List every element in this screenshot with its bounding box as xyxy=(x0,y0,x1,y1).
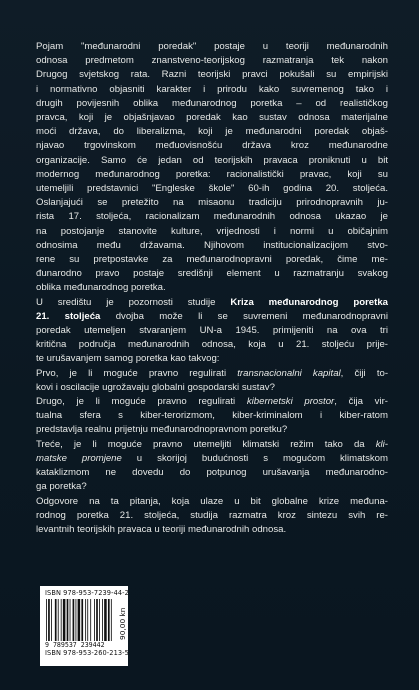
barcode-bar xyxy=(108,599,110,641)
text-line: kritična područja međunarodnih odnosa, koja u 21. stoljeću prije- xyxy=(36,339,388,351)
isbn-secondary: ISBN 978-953-260-213-5 xyxy=(45,649,129,657)
paragraph xyxy=(36,296,388,367)
paragraph xyxy=(36,438,388,495)
paragraph xyxy=(36,495,388,538)
barcode-bar xyxy=(78,599,81,641)
barcode-bar xyxy=(55,599,57,641)
barcode-bar xyxy=(67,599,69,641)
text-line: Drugog svjetskog rata. Razni teorijski pravci pokušali su empirijski xyxy=(36,69,388,81)
text-line: Pojam "međunarodni poredak" postaje u teoriji međunarodnih xyxy=(36,41,388,52)
text-line: pravca, koji je objašnjavao poredak kao sustav odnosa materijalne xyxy=(36,112,388,124)
text-line: rene su pretpostavke za međunarodnopravni poredak, čime me- xyxy=(36,254,388,266)
text-line: utemeljili predstavnici "Engleske škole" 60-ih godina 20. stoljeća. xyxy=(36,183,388,195)
isbn-primary: ISBN 978-953-7239-44-2 xyxy=(45,589,129,597)
text-line: kovi i oscilacije ugrožavaju globalni gospodarski sustav? xyxy=(36,381,275,393)
barcode-bar xyxy=(94,599,95,641)
text-line: rista 17. stoljeća, racionalizam međunarodnih odnosa ukazao je xyxy=(36,211,388,223)
text-line: U središtu je pozornosti studije Kriza međunarodnog poretka xyxy=(36,296,388,308)
barcode-bars xyxy=(45,599,123,641)
barcode-bar xyxy=(87,599,88,641)
text-line: tualna sfera s kiber-terorizmom, kiber-kriminalom i kiber-ratom xyxy=(36,410,388,422)
barcode-bar xyxy=(102,599,103,641)
barcode-bar xyxy=(61,599,62,641)
barcode-bar xyxy=(51,599,52,641)
barcode-bar xyxy=(63,599,66,641)
barcode-digits: 9 789537 239442 xyxy=(45,641,105,649)
blurb-text xyxy=(36,40,388,537)
text-line: Treće, je li moguće pravno utemeljiti klimatski režim tako da kli- xyxy=(36,438,388,450)
text-line: predstavlja realnu prijetnju međunarodnopravnom poretku? xyxy=(36,424,288,436)
paragraph xyxy=(36,367,388,395)
barcode-label xyxy=(40,586,128,666)
text-line: drugih povijesnih oblika međunarodnog poretka – od realističkog xyxy=(36,97,388,109)
text-line: organizacije. Samo će jedan od teorijskih pravaca proniknuti u bit xyxy=(36,154,388,166)
text-line: te urušavanjem samog poretka kao takvog: xyxy=(36,353,220,365)
text-line: oblika međunarodnog poretka. xyxy=(36,282,166,294)
barcode-bar xyxy=(90,599,91,641)
text-line: modernog međunarodnog poretka: racionalistički pravac, koji su xyxy=(36,168,388,180)
barcode-bar xyxy=(58,599,59,641)
text-line: odnosima među državama. Njihovom institucionalizacijom stvo- xyxy=(36,239,388,251)
text-line: levantnih teorijskih pravaca u teoriji međunarodnih odnosa. xyxy=(36,523,287,535)
text-line: Drugo, je li moguće pravno regulirati kibernetski prostor, čija vir- xyxy=(36,396,388,408)
paragraph xyxy=(36,395,388,438)
barcode-bar xyxy=(70,599,71,641)
barcode-bar xyxy=(73,599,75,641)
barcode-bar xyxy=(104,599,107,641)
barcode-bar xyxy=(99,599,100,641)
barcode-bar xyxy=(81,599,83,641)
text-line: moći država, do liberalizma, koji je međunarodni poredak objaš- xyxy=(36,126,388,138)
text-line: odnosa predmetom znanstveno-teorijskog razmatranja tek nakon xyxy=(36,55,388,67)
barcode-bar xyxy=(48,599,50,641)
text-line: Prvo, je li moguće pravno regulirati transnacionalni kapital, čiji to- xyxy=(36,367,389,379)
text-line: poredak utemeljen stvaranjem UN-a 1945. primijeniti na ova tri xyxy=(36,325,388,337)
text-line: na postojanje stanovite kulture, vrijednosti i normi u običajnim xyxy=(36,225,388,237)
text-line: Oslanjajući se pretežito na misaonu tradiciju prirodnopravnih ju- xyxy=(36,197,388,209)
barcode-bar xyxy=(111,599,112,641)
text-line: Odgovore na ta pitanja, koja ulaze u bit globalne krize međuna- xyxy=(36,495,388,507)
text-line: njavao trgovinskom međuovisnošću država kroz međunarodne xyxy=(36,140,388,152)
paragraph xyxy=(36,40,388,296)
price-label: 90,00 kn xyxy=(118,607,127,640)
barcode-bar xyxy=(85,599,86,641)
text-line: 21. stoljeća dvojba može li se suvremeni međunarodnopravni xyxy=(36,310,388,322)
text-line: đunarodno pravo postaje središnji element u razmatranju svakog xyxy=(36,268,388,280)
text-line: i normativno objasniti karakter i prirodu kako suvremenog tako i xyxy=(36,83,388,95)
barcode-bar xyxy=(76,599,77,641)
barcode-bar xyxy=(96,599,98,641)
text-line: matske promjene u skorijoj budućnosti s mogućom klimatskom xyxy=(36,452,388,464)
text-line: kataklizmom ne dovedu do potpunog urušavanja međunarodno- xyxy=(36,467,388,479)
barcode-bar xyxy=(46,599,47,641)
text-line: ga poretka? xyxy=(36,481,87,493)
text-line: rodnog poretka 21. stoljeća, studija razmatra kroz sintezu svih re- xyxy=(36,509,388,521)
